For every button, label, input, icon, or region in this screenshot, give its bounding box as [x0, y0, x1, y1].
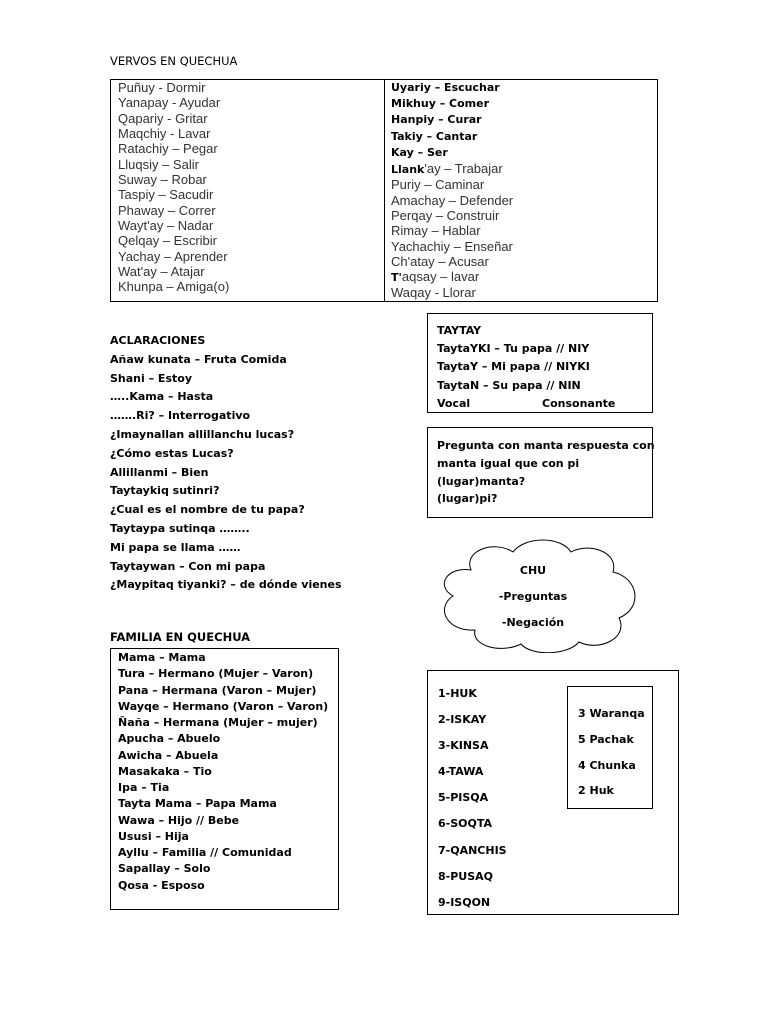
cloud-item: -Negación — [501, 616, 565, 629]
pregunta-box — [427, 427, 653, 518]
aclaracion-line: Taytaykiq sutinri? — [110, 484, 220, 498]
familia-item: Tayta Mama – Papa Mama — [118, 797, 277, 811]
taytay-line: TaytaYKI – Tu papa // NIY — [437, 342, 590, 356]
familia-item: Mama – Mama — [118, 651, 206, 664]
number-inner-item: 4 Chunka — [578, 758, 636, 772]
taytay-line: TaytaN – Su papa // NIN — [437, 378, 581, 392]
verb-entry: Yachachiy – Enseñar — [391, 238, 513, 254]
aclaracion-line: …..Kama – Hasta — [110, 390, 214, 404]
familia-item: Wawa – Hijo // Bebe — [118, 813, 240, 827]
number-item: 9-ISQON — [438, 895, 491, 909]
aclaracion-line: ¿Imaynallan allillanchu lucas? — [110, 427, 295, 441]
verb-entry-bold-part: Llank — [391, 163, 425, 177]
vocal-consonante-row — [437, 395, 652, 413]
pregunta-line: manta igual que con pi — [437, 456, 580, 470]
number-item: 1-HUK — [438, 687, 477, 700]
familia-item: Masakaka – Tio — [118, 764, 212, 778]
verb-entry: Ch'atay – Acusar — [391, 253, 489, 269]
verbs-right-column — [385, 80, 657, 301]
numbers-inner-box — [567, 686, 653, 809]
verb-entry: Yanapay - Ayudar — [118, 95, 221, 111]
verb-entry: Hanpiy – Curar — [391, 113, 482, 127]
aclaracion-line: Mi papa se llama …… — [110, 540, 241, 554]
verb-entry: Yachay – Aprender — [118, 248, 228, 264]
aclaracion-line: Taytaywan – Con mi papa — [110, 559, 266, 573]
verb-entry: Puñuy - Dormir — [118, 80, 206, 95]
aclaracion-line: …….Ri? – Interrogativo — [110, 409, 251, 423]
familia-item: Ipa – Tia — [118, 781, 170, 794]
vocal-label: Vocal — [437, 396, 471, 410]
familia-box — [110, 648, 339, 910]
familia-item: Ususi – Hija — [118, 829, 189, 843]
verbs-table — [110, 79, 658, 302]
familia-item: Pana – Hermana (Varon – Mujer) — [118, 683, 317, 697]
verb-entry: Suway – Robar — [118, 172, 207, 188]
number-inner-item: 5 Pachak — [578, 732, 634, 746]
pregunta-line: (lugar)pi? — [437, 492, 498, 506]
verb-entry: Ratachiy – Pegar — [118, 141, 218, 157]
aclaracion-line: ¿Maypitaq tiyanki? – de dónde vienes — [110, 578, 342, 592]
taytay-box — [427, 313, 653, 413]
aclaracion-line: Añaw kunata – Fruta Comida — [110, 352, 287, 366]
chu-cloud — [433, 538, 643, 653]
cloud-title: CHU — [519, 564, 547, 577]
verb-entry: Kay – Ser — [391, 145, 448, 159]
verb-entry: Rimay – Hablar — [391, 223, 481, 239]
number-item: 5-PISQA — [438, 791, 489, 805]
verb-entry-rest: aqsay – lavar — [401, 269, 480, 285]
number-item: 6-SOQTA — [438, 817, 493, 831]
aclaracion-line: ¿Cómo estas Lucas? — [110, 446, 234, 460]
familia-item: Sapallay – Solo — [118, 862, 211, 876]
taytay-line: TaytaY – Mi papa // NIYKI — [437, 360, 590, 374]
taytay-title: TAYTAY — [437, 324, 482, 337]
verb-entry: Wayt'ay – Nadar — [118, 218, 214, 234]
verb-entry: Mikhuy – Comer — [391, 97, 490, 111]
verb-entry-rest: 'ay – Trabajar — [424, 161, 503, 177]
number-item: 4-TAWA — [438, 765, 484, 779]
number-inner-item: 2 Huk — [578, 784, 614, 798]
number-item: 7-QANCHIS — [438, 843, 507, 857]
familia-item: Qosa - Esposo — [118, 878, 205, 892]
verb-entry: Takiy – Cantar — [391, 129, 478, 143]
aclaracion-line: Taytaypa sutinqa …….. — [110, 521, 250, 535]
verb-entry — [391, 269, 657, 285]
verb-entry: Wat'ay – Atajar — [118, 264, 205, 280]
familia-item: Tura – Hermano (Mujer – Varon) — [118, 667, 314, 681]
verb-entry: Phaway – Correr — [118, 202, 216, 218]
verb-entry — [391, 161, 657, 177]
cloud-item: -Preguntas — [498, 590, 568, 603]
number-inner-item: 3 Waranqa — [578, 707, 645, 720]
number-item: 2-ISKAY — [438, 713, 487, 727]
verb-entry: Qapariy - Gritar — [118, 110, 208, 126]
verb-entry: Taspiy – Sacudir — [118, 187, 214, 203]
aclaracion-line: Allillanmi – Bien — [110, 465, 209, 479]
verbs-left-column — [111, 80, 385, 301]
familia-item: Awicha – Abuela — [118, 748, 219, 762]
verbs-title: VERVOS EN QUECHUA — [110, 54, 238, 68]
aclaraciones-title: ACLARACIONES — [110, 334, 206, 347]
verb-entry: Perqay – Construir — [391, 207, 500, 223]
number-item: 3-KINSA — [438, 739, 489, 753]
verb-entry: Khunpa – Amiga(o) — [118, 279, 230, 295]
verb-entry: Uyariy – Escuchar — [391, 81, 500, 94]
familia-item: Apucha – Abuelo — [118, 732, 221, 746]
verb-entry: Maqchiy - Lavar — [118, 126, 211, 142]
consonante-label: Consonante — [542, 396, 616, 410]
verb-entry: Lluqsiy – Salir — [118, 156, 199, 172]
pregunta-line: (lugar)manta? — [437, 474, 526, 488]
verb-entry: Puriy – Caminar — [391, 177, 485, 193]
familia-item: Ayllu – Familia // Comunidad — [118, 846, 292, 859]
pregunta-line: Pregunta con manta respuesta con — [437, 439, 655, 452]
number-item: 8-PUSAQ — [438, 869, 493, 883]
verb-entry-bold-part: T' — [391, 271, 402, 285]
aclaraciones-section — [110, 332, 410, 595]
familia-item: Ñaña – Hermana (Mujer – mujer) — [118, 716, 318, 729]
aclaracion-line: Shani – Estoy — [110, 371, 192, 385]
aclaracion-line: ¿Cual es el nombre de tu papa? — [110, 503, 305, 517]
verb-entry: Waqay - Llorar — [391, 285, 476, 301]
familia-item: Wayqe – Hermano (Varon – Varon) — [118, 699, 329, 713]
familia-title: FAMILIA EN QUECHUA — [110, 630, 251, 644]
verb-entry: Amachay – Defender — [391, 192, 514, 208]
verb-entry: Qelqay – Escribir — [118, 233, 217, 249]
